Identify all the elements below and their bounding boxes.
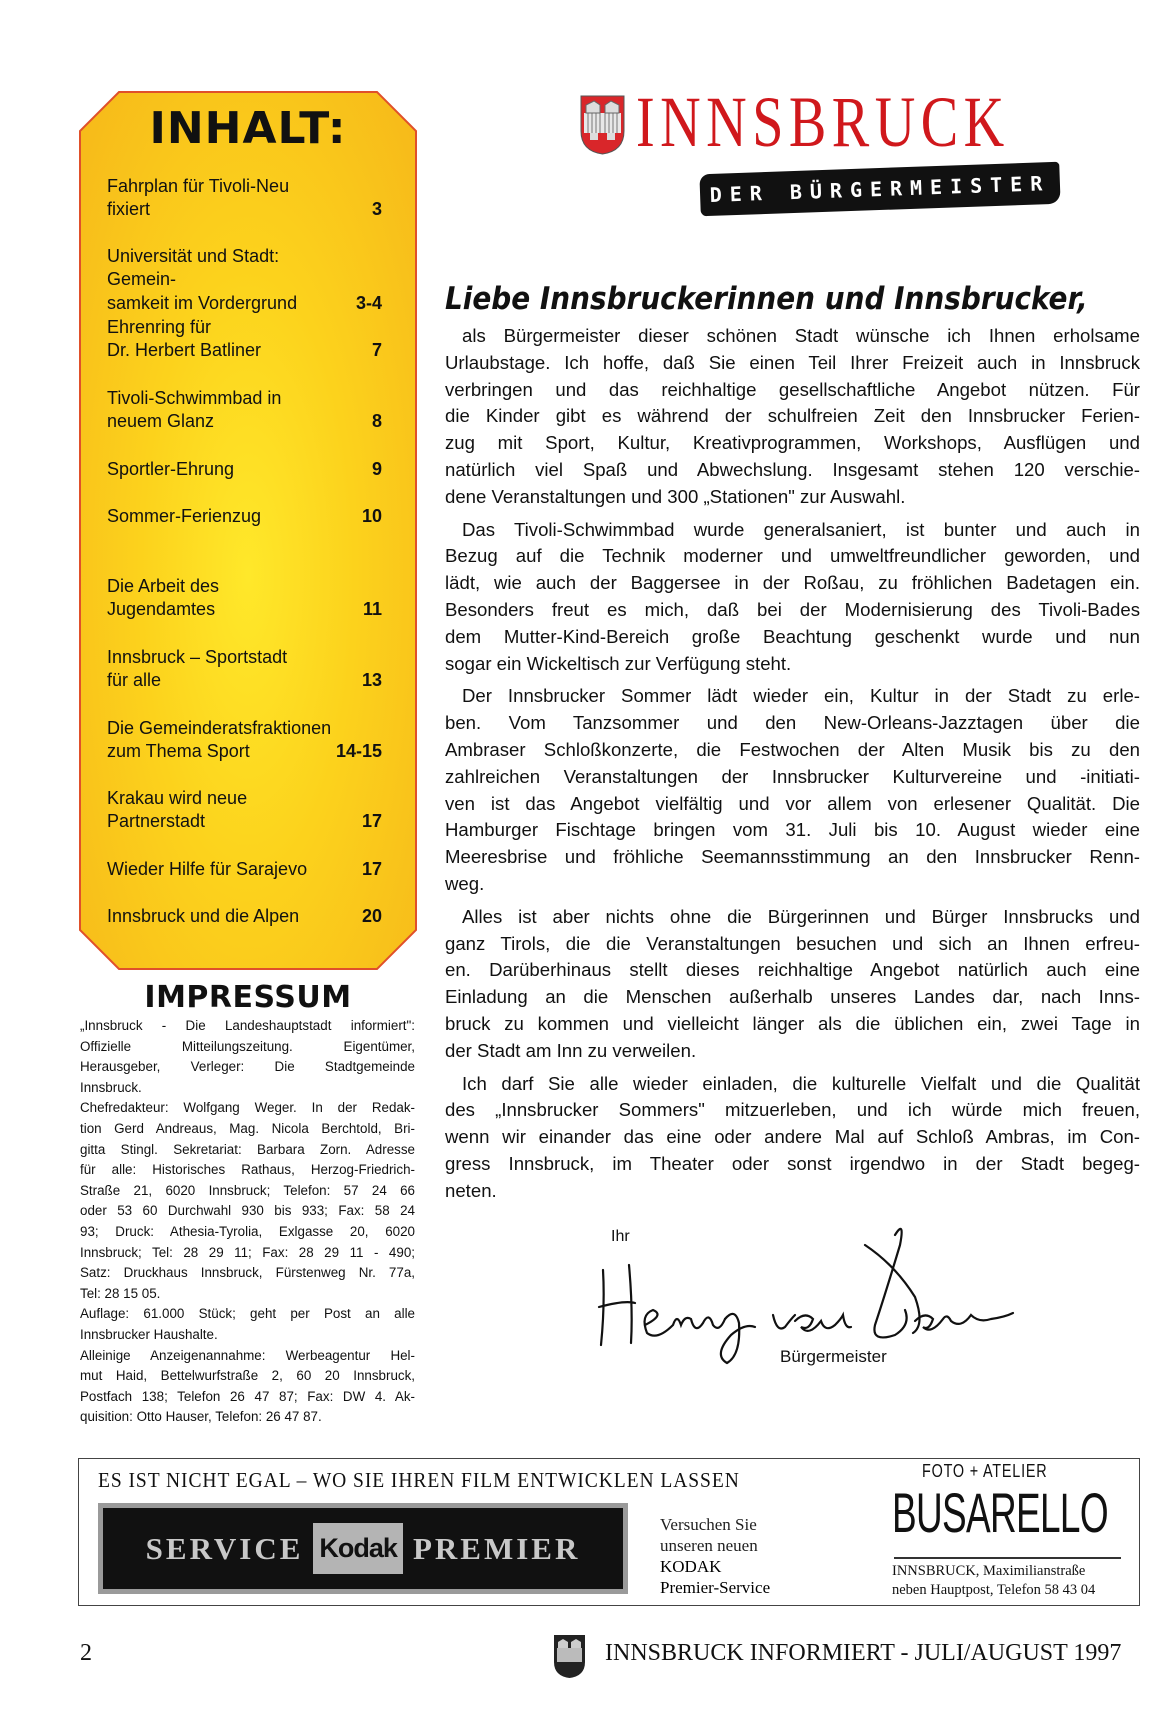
toc-item-title: samkeit im Vordergrund: [107, 292, 298, 313]
toc-item-title: Die Gemeinderatsfraktionen: [107, 718, 332, 738]
letter-closing: Ihr: [611, 1228, 630, 1245]
letter-paragraph: [445, 904, 1140, 1065]
toc-item[interactable]: [107, 316, 382, 363]
letter-line: Meeresbrise und fröhliche Seemannsstimmung an den Innsbrucker Renn-: [445, 846, 1140, 868]
service-word: SERVICE: [145, 1530, 304, 1566]
letter-line: Alles ist aber nichts ohne die Bürgerinnen und Bürger Innsbrucks und: [462, 905, 1140, 927]
toc-border: [79, 91, 417, 970]
toc-item-title: für alle: [107, 670, 162, 691]
studio-divider: [894, 1557, 1121, 1559]
letter-line: Ambraser Schloßkonzerte, die Festwochen der Alten Musik bis zu den: [445, 738, 1140, 760]
letter-line: Hamburger Fischtage bringen vom 31. Juli bis 10. August wieder eine: [445, 819, 1140, 841]
toc-item-title: neuem Glanz: [107, 411, 215, 432]
letter-line: gress Innsbruck, im Theater oder sonst irgendwo in der Stadt begeg-: [445, 1152, 1140, 1174]
impressum-line: tion Gerd Andreaus, Mag. Nicola Berchtold, Bri-: [80, 1120, 415, 1136]
letter-line: ganz Tirols, die die Veranstaltungen besuchen und sich an Ihnen erfreu-: [445, 932, 1140, 954]
toc-item-title: Innsbruck und die Alpen: [107, 906, 300, 926]
letter-line: sogar ein Wickeltisch zur Verfügung steht.: [445, 652, 792, 674]
letter-line: Der Innsbrucker Sommer lädt wieder ein, Kultur in der Stadt zu erle-: [462, 685, 1140, 707]
studio-subtitle: FOTO + ATELIER: [922, 1461, 1048, 1481]
ad-offer-text: [660, 1514, 770, 1598]
toc-item-page: 3-4: [355, 292, 382, 313]
letter-line: die Kinder gibt es während der schulfreien Zeit den Innsbrucker Ferien-: [445, 405, 1140, 427]
letter-line: Besonders freut es mich, daß bei der Modernisierung des Tivoli-Bades: [445, 598, 1140, 620]
ad-try-line: Versuchen Sie: [660, 1515, 757, 1534]
impressum-line: Innsbruck; Tel: 28 29 11; Fax: 28 29 11 - 490;: [80, 1244, 415, 1260]
studio-address: [892, 1562, 1095, 1600]
impressum-line: Tel: 28 15 05.: [80, 1285, 161, 1301]
studio-name: BUSARELLO: [892, 1481, 1108, 1544]
page-number: 2: [80, 1640, 92, 1666]
toc-item-page: 20: [361, 906, 382, 926]
toc-item-page: 8: [371, 411, 382, 432]
letter-line: ben. Vom Tanzsommer und den New-Orleans-Jazztagen über die: [445, 712, 1140, 734]
letter-line: Bezug auf die Technik moderner und umweltfreundlicher geworden, und: [445, 545, 1140, 567]
toc-item[interactable]: [107, 458, 382, 481]
signer-title: Bürgermeister: [780, 1347, 887, 1366]
kodak-word: Kodak: [313, 1523, 403, 1574]
mayor-banner: [699, 162, 1060, 217]
toc-item[interactable]: [107, 575, 382, 622]
impressum-title: IMPRESSUM: [144, 980, 352, 1015]
ad-try-line: unseren neuen: [660, 1536, 758, 1555]
letter-line: en. Darüberhinaus stellt dieses reichhaltige Angebot natürlich auch eine: [445, 959, 1140, 981]
letter-paragraph: [445, 323, 1140, 511]
impressum-line: Postfach 138; Telefon 26 47 87; Fax: DW 4. Ak-: [80, 1388, 415, 1404]
toc-item-page: 13: [361, 670, 382, 691]
toc-item[interactable]: [107, 858, 382, 881]
impressum-line: Chefredakteur: Wolfgang Weger. In der Redak-: [80, 1100, 415, 1116]
toc-item[interactable]: [107, 245, 382, 315]
toc-item-page: 7: [371, 340, 382, 361]
premier-word: PREMIER: [412, 1530, 581, 1566]
letter-line: ven ist das Angebot vielfältig und vor allem von erlesener Qualität. Die: [445, 792, 1140, 814]
letter-line: zug mit Sport, Kultur, Kreativprogrammen, Workshops, Ausflügen und: [445, 432, 1140, 454]
letter-paragraph: [445, 683, 1140, 897]
letter-greeting: Liebe Innsbruckerinnen und Innsbrucker,: [445, 281, 1088, 317]
toc-item-title: Jugendamtes: [107, 599, 216, 620]
ad-product-line: Premier-Service: [660, 1578, 771, 1597]
letter-line: verbringen und das reichhaltige gesellschaftliche Angebot nützen. Für: [445, 378, 1140, 400]
letter-line: bruck zu kommen und vielleicht länger als die üblichen ein, zwei Tage in: [445, 1012, 1140, 1034]
toc-item-title: Fahrplan für Tivoli-Neu: [107, 176, 290, 196]
city-logotype: INNSBRUCK: [636, 82, 1010, 162]
toc-item-page: 17: [361, 859, 382, 879]
toc-item-title: zum Thema Sport: [107, 741, 250, 762]
toc-item-title: Tivoli-Schwimmbad in: [107, 388, 282, 408]
address-line: INNSBRUCK, Maximilianstraße: [892, 1563, 1086, 1579]
letter-line: dem Mutter-Kind-Bereich große Beachtung geschenkt wurde und nun: [445, 625, 1140, 647]
toc-item-page: 17: [361, 811, 382, 832]
impressum-line: quisition: Otto Hauser, Telefon: 26 47 87.: [80, 1409, 322, 1425]
toc-item[interactable]: [107, 646, 382, 693]
impressum-line: mut Haid, Bettelwurfstraße 2, 60 20 Innsbruck,: [80, 1368, 415, 1384]
toc-item-page: 3: [371, 199, 382, 220]
toc-item[interactable]: [107, 717, 382, 764]
innsbruck-crest-icon: [553, 1634, 586, 1679]
letter-line: weg.: [445, 872, 485, 894]
letter-line: Ich darf Sie alle wieder einladen, die kulturelle Vielfalt und die Qualität: [462, 1072, 1140, 1094]
toc-item-title: Wieder Hilfe für Sarajevo: [107, 859, 308, 879]
toc-title: INHALT:: [149, 103, 347, 154]
letter-paragraph: [445, 1071, 1140, 1205]
toc-item[interactable]: [107, 905, 382, 928]
toc-item-page: 14-15: [335, 741, 382, 762]
letter-line: des „Innsbrucker Sommers" mitzuerleben, und ich würde mich freuen,: [445, 1099, 1140, 1121]
impressum-line: Alleinige Anzeigenannahme: Werbeagentur Hel-: [80, 1347, 415, 1363]
impressum-line: gitta Stingl. Sekretariat: Barbara Zorn. Adresse: [80, 1141, 415, 1157]
address-line: neben Hauptpost, Telefon 58 43 04: [892, 1582, 1096, 1598]
innsbruck-coat-of-arms-icon: [580, 95, 625, 155]
toc-item-page: 10: [361, 506, 382, 526]
letter-line: Urlaubstage. Ich hoffe, daß Sie einen Teil Ihrer Freizeit auch in Innsbruck: [445, 351, 1140, 373]
impressum-line: Innsbruck.: [80, 1079, 142, 1095]
letter-line: natürlich viel Spaß und Abwechslung. Insgesamt stehen 120 verschie-: [445, 458, 1140, 480]
letter-line: neten.: [445, 1179, 497, 1201]
kodak-service-premier-logo: [98, 1503, 628, 1594]
impressum-line: Herausgeber, Verleger: Die Stadtgemeinde: [80, 1059, 415, 1075]
impressum-line: Straße 21, 6020 Innsbruck; Telefon: 57 24 66: [80, 1182, 415, 1198]
letter-line: lädt, wie auch der Baggersee in der Roßau, zu fröhlichen Badetagen ein.: [445, 572, 1140, 594]
letter-line: wenn wir einander das eine oder andere Mal auf Schloß Ambras, im Con-: [445, 1126, 1140, 1148]
letter-line: der Stadt am Inn zu verweilen.: [445, 1039, 697, 1061]
ad-product-line: KODAK: [660, 1557, 722, 1576]
toc-item-title: fixiert: [107, 199, 151, 220]
impressum-line: Satz: Druckhaus Innsbruck, Fürstenweg Nr. 77a,: [80, 1265, 415, 1281]
toc-item-title: Die Arbeit des: [107, 576, 220, 596]
letter-body: [445, 323, 1140, 1211]
impressum-line: für alle: Historisches Rathaus, Herzog-Friedrich-: [80, 1162, 415, 1178]
letter-paragraph: [445, 517, 1140, 678]
toc-item-page: 9: [371, 459, 382, 479]
impressum-line: Offizielle Mitteilungszeitung. Eigentümer,: [80, 1038, 415, 1054]
letter-line: Einladung an die Menschen außerhalb unseres Landes dar, nach Inns-: [445, 986, 1140, 1008]
toc-item[interactable]: [107, 387, 382, 434]
impressum-line: 93; Druck: Athesia-Tyrolia, Exlgasse 20, 6020: [80, 1223, 415, 1239]
mayor-signature: [595, 1215, 1015, 1365]
banner-text: DER BÜRGERMEISTER: [709, 171, 1051, 207]
publication-title: INNSBRUCK INFORMIERT - JULI/AUGUST 1997: [605, 1640, 1122, 1666]
letter-line: Das Tivoli-Schwimmbad wurde generalsaniert, ist bunter und auch in: [462, 518, 1140, 540]
ad-slogan: ES IST NICHT EGAL – WO SIE IHREN FILM ENTWICKLEN LASSEN: [98, 1468, 740, 1492]
toc-item[interactable]: [107, 175, 382, 222]
letter-line: als Bürgermeister dieser schönen Stadt wünsche ich Ihnen erholsame: [462, 325, 1140, 346]
toc-item-title: Krakau wird neue: [107, 788, 248, 808]
impressum-line: oder 53 60 Durchwahl 930 bis 933; Fax: 58 24: [80, 1203, 415, 1219]
toc-item[interactable]: [107, 505, 382, 528]
toc-item-page: 11: [362, 599, 382, 620]
toc-item-title: Universität und Stadt: Gemein-: [107, 246, 280, 290]
toc-item-title: Dr. Herbert Batliner: [107, 340, 262, 361]
toc-item-title: Sportler-Ehrung: [107, 459, 235, 479]
toc-item-title: Sommer-Ferienzug: [107, 506, 262, 526]
toc-item[interactable]: [107, 787, 382, 834]
letter-line: dene Veranstaltungen und 300 „Stationen" zur Auswahl.: [445, 485, 906, 507]
impressum-line: Auflage: 61.000 Stück; geht per Post an alle: [80, 1306, 415, 1322]
toc-item-title: Partnerstadt: [107, 811, 206, 832]
impressum-line: Innsbrucker Haushalte.: [80, 1326, 218, 1342]
letter-line: zahlreichen Veranstaltungen der Innsbrucker Kulturvereine und -initiati-: [445, 765, 1140, 787]
impressum-text: [80, 1016, 415, 1428]
impressum-line: „Innsbruck - Die Landeshauptstadt informiert":: [80, 1018, 415, 1033]
toc-item-title: Ehrenring für: [107, 317, 212, 337]
toc-item-title: Innsbruck – Sportstadt: [107, 647, 288, 667]
